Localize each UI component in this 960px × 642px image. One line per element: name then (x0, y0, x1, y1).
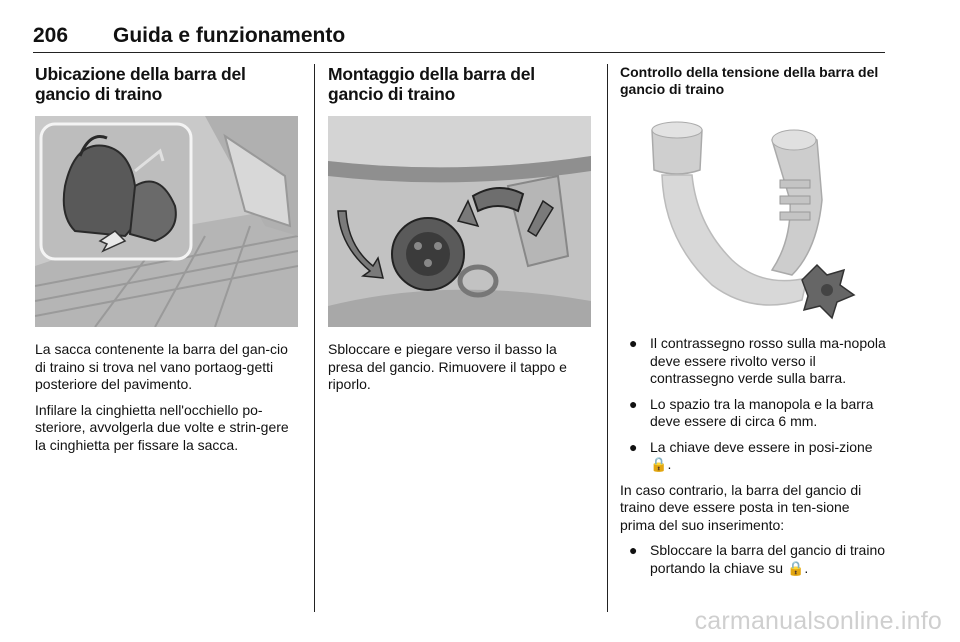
column-divider (314, 64, 315, 612)
page-header (33, 20, 885, 53)
lock-closed-icon: 🔒 (786, 559, 805, 576)
paragraph: Infilare la cinghietta nell'occhiello po-steriore, avvolgerla due volte e strin-gere la cinghietta per fissare la sacca. (35, 401, 289, 453)
column-location-text (35, 341, 300, 454)
hitch-socket-illustration (328, 116, 591, 327)
lock-closed-icon: 🔒 (650, 456, 668, 472)
bullet-marker: ● (629, 438, 638, 455)
bullet-list (620, 335, 888, 474)
column-mounting (328, 64, 593, 104)
list-item: ● Lo spazio tra la manopola e la barra deve essere di circa 6 mm. (629, 395, 874, 429)
section-title-mounting: Montaggio della barra del gancio di traino (328, 64, 535, 104)
trunk-bag-illustration (35, 116, 298, 327)
column-tension (620, 64, 888, 98)
paragraph: In caso contrario, la barra del gancio di traino deve essere posta in ten-sione prima del suo inserimento: (620, 481, 862, 533)
column-mounting-text (328, 341, 593, 394)
tow-bar-illustration (622, 110, 885, 324)
section-title-tension: Controllo della tensione della barra del gancio di traino (620, 64, 879, 97)
page-number: 206 (33, 24, 69, 47)
column-divider (607, 64, 608, 612)
list-item: ● Sbloccare la barra del gancio di traino portando la chiave su 🔒. (629, 542, 886, 576)
bullet-marker: ● (629, 395, 638, 412)
paragraph: Sbloccare e piegare verso il basso la presa del gancio. Rimuovere il tappo e riporlo. (328, 341, 567, 392)
chapter-title: Guida e funzionamento (113, 24, 346, 47)
list-item: ● Il contrassegno rosso sulla ma-nopola deve essere rivolto verso il contrassegno verde sulla barra. (629, 335, 886, 386)
list-item: ● La chiave deve essere in posi-zione 🔒. (629, 438, 873, 472)
column-tension-text (620, 335, 888, 577)
bullet-list (620, 542, 888, 577)
paragraph: La sacca contenente la barra del gan-cio di traino si trova nel vano portaog-getti posteriore del pavimento. (35, 341, 288, 392)
bullet-marker: ● (629, 335, 638, 351)
column-location (35, 64, 300, 104)
section-title-location: Ubicazione della barra del gancio di traino (35, 64, 246, 104)
watermark: carmanualsonline.info (694, 607, 942, 635)
bullet-marker: ● (629, 542, 638, 558)
